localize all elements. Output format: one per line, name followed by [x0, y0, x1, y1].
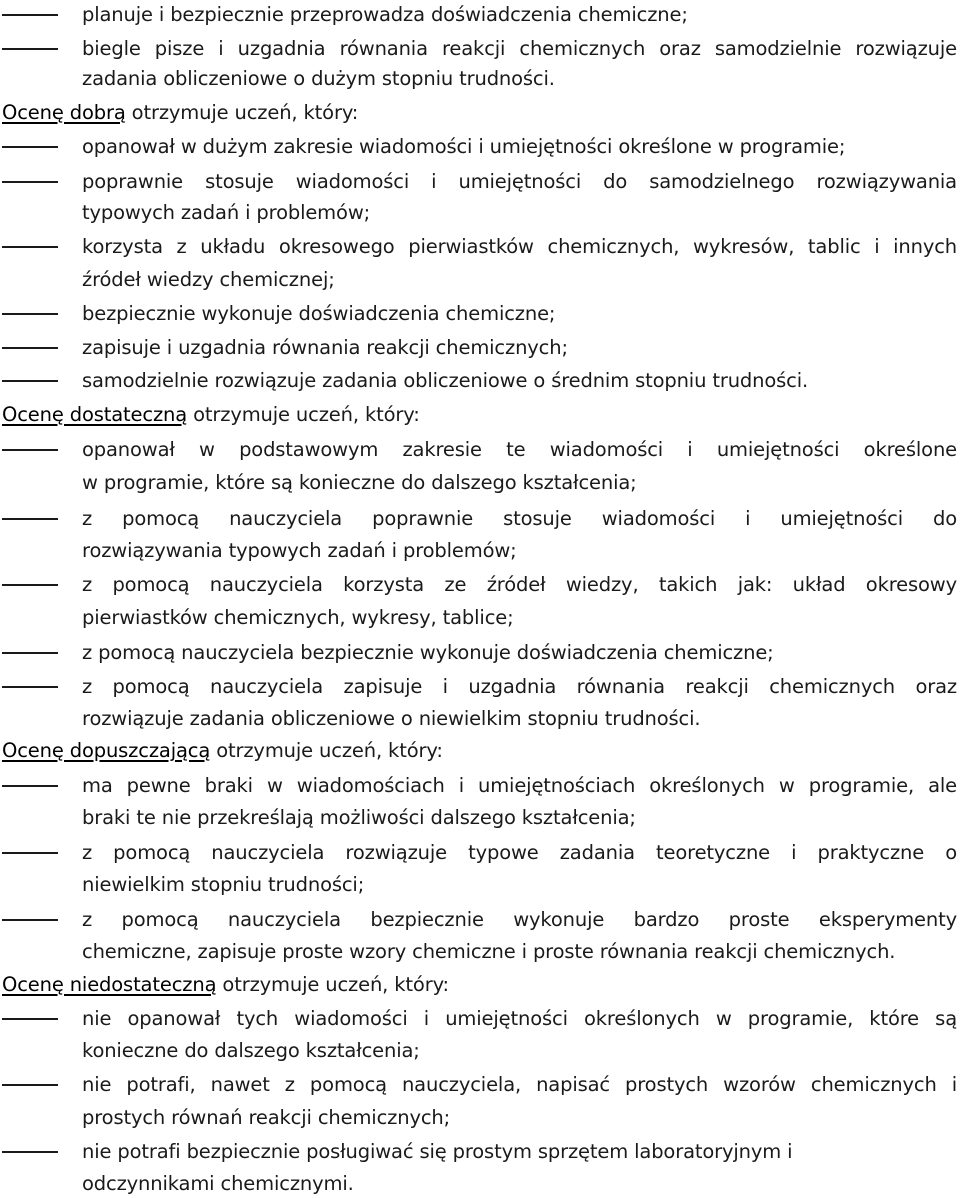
grade-name: Ocenę niedostateczną	[2, 973, 217, 996]
list-item-line: konieczne do dalszego kształcenia;	[82, 1039, 420, 1062]
dash-bullet	[2, 1018, 58, 1020]
dash-bullet	[2, 785, 58, 787]
list-item-line: nie opanował tych wiadomości i umiejętności określonych w programie, które są	[82, 1007, 957, 1030]
list-item-line: nie potrafi, nawet z pomocą nauczyciela, napisać prostych wzorów chemicznych i	[82, 1073, 957, 1096]
heading-rest: otrzymuje uczeń, który:	[210, 739, 443, 762]
list-item-line: chemiczne, zapisuje proste wzory chemiczne i proste równania reakcji chemicznych.	[82, 940, 896, 963]
list-item-line: odczynnikami chemicznymi.	[82, 1172, 354, 1195]
section-heading	[2, 973, 449, 997]
dash-bullet	[2, 347, 58, 349]
list-item-line: planuje i bezpiecznie przeprowadza doświadczenia chemiczne;	[82, 3, 688, 26]
list-item-line: opanował w dużym zakresie wiadomości i umiejętności określone w programie;	[82, 135, 846, 158]
dash-bullet	[2, 1151, 58, 1153]
list-item-line: samodzielnie rozwiązuje zadania obliczeniowe o średnim stopniu trudności.	[82, 369, 809, 392]
list-item-line: z pomocą nauczyciela bezpiecznie wykonuje bardzo proste eksperymenty	[82, 908, 957, 931]
grade-name: Ocenę dostateczną	[2, 403, 188, 426]
list-item-line: braki te nie przekreślają możliwości dalszego kształcenia;	[82, 806, 636, 829]
dash-bullet	[2, 313, 58, 315]
list-item-line: typowych zadań i problemów;	[82, 201, 371, 224]
dash-bullet	[2, 181, 58, 183]
list-item-line: z pomocą nauczyciela korzysta ze źródeł wiedzy, takich jak: układ okresowy	[82, 573, 957, 596]
list-item-line: z pomocą nauczyciela rozwiązuje typowe zadania teoretyczne i praktyczne o	[82, 841, 957, 864]
dash-bullet	[2, 449, 58, 451]
list-item-line: zapisuje i uzgadnia równania reakcji chemicznych;	[82, 336, 568, 359]
dash-bullet	[2, 380, 58, 382]
section-heading	[2, 403, 420, 427]
dash-bullet	[2, 146, 58, 148]
heading-rest: otrzymuje uczeń, który:	[187, 403, 420, 426]
heading-rest: otrzymuje uczeń, który:	[216, 973, 449, 996]
section-heading	[2, 739, 443, 763]
dash-bullet	[2, 652, 58, 654]
list-item-line: nie potrafi bezpiecznie posługiwać się prostym sprzętem laboratoryjnym i	[82, 1140, 793, 1163]
list-item-line: poprawnie stosuje wiadomości i umiejętności do samodzielnego rozwiązywania	[82, 170, 957, 193]
dash-bullet	[2, 48, 58, 50]
list-item-line: bezpiecznie wykonuje doświadczenia chemiczne;	[82, 302, 556, 325]
heading-rest: otrzymuje uczeń, który:	[125, 101, 359, 124]
list-item-line: biegle pisze i uzgadnia równania reakcji chemicznych oraz samodzielnie rozwiązuje	[82, 37, 957, 60]
grade-name: Ocenę dobrą	[2, 101, 126, 124]
dash-bullet	[2, 1084, 58, 1086]
dash-bullet	[2, 518, 58, 520]
grade-name: Ocenę dopuszczającą	[2, 739, 211, 762]
list-item-line: ma pewne braki w wiadomościach i umiejętnościach określonych w programie, ale	[82, 774, 957, 797]
dash-bullet	[2, 686, 58, 688]
list-item-line: z pomocą nauczyciela zapisuje i uzgadnia równania reakcji chemicznych oraz	[82, 675, 957, 698]
dash-bullet	[2, 584, 58, 586]
dash-bullet	[2, 852, 58, 854]
list-item-line: rozwiązywania typowych zadań i problemów;	[82, 539, 517, 562]
list-item-line: prostych równań reakcji chemicznych;	[82, 1106, 451, 1129]
list-item-line: w programie, które są konieczne do dalszego kształcenia;	[82, 471, 637, 494]
list-item-line: rozwiązuje zadania obliczeniowe o niewielkim stopniu trudności.	[82, 707, 701, 730]
list-item-line: z pomocą nauczyciela poprawnie stosuje wiadomości i umiejętności do	[82, 507, 957, 530]
list-item-line: źródeł wiedzy chemicznej;	[82, 268, 335, 291]
list-item-line: niewielkim stopniu trudności;	[82, 873, 365, 896]
dash-bullet	[2, 919, 58, 921]
list-item-line: korzysta z układu okresowego pierwiastków chemicznych, wykresów, tablic i innych	[82, 235, 957, 258]
list-item-line: opanował w podstawowym zakresie te wiadomości i umiejętności określone	[82, 438, 957, 461]
list-item-line: pierwiastków chemicznych, wykresy, tablice;	[82, 606, 514, 629]
dash-bullet	[2, 14, 58, 16]
list-item-line: zadania obliczeniowe o dużym stopniu trudności.	[82, 67, 555, 90]
dash-bullet	[2, 246, 58, 248]
section-heading	[2, 101, 358, 125]
list-item-line: z pomocą nauczyciela bezpiecznie wykonuje doświadczenia chemiczne;	[82, 641, 774, 664]
